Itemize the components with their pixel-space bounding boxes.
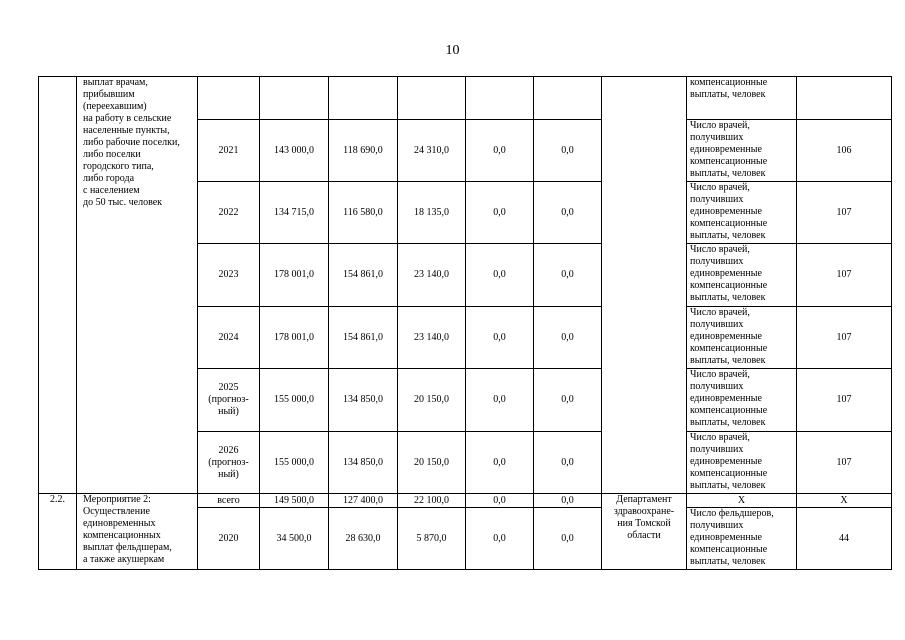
year-text: 2020 [218,532,239,544]
total-cell: 178 001,0 [260,307,329,369]
federal-cell: 28 630,0 [329,508,398,570]
local-cell: 0,0 [466,508,534,570]
extra-cell: 0,0 [534,494,602,508]
local-cell: 0,0 [466,432,534,494]
extra-cell: 0,0 [534,432,602,494]
regional-cell: 20 150,0 [398,369,466,432]
indicator-cell [687,508,797,570]
extra-cell: 0,0 [534,244,602,307]
regional-cell: 18 135,0 [398,182,466,244]
federal-cell: 127 400,0 [329,494,398,508]
indicator-value-cell: X [797,494,892,508]
year-cell [198,182,260,244]
extra-cell: 0,0 [534,369,602,432]
regional-cell: 22 100,0 [398,494,466,508]
indicator-text: Число врачей, получивших единовременные компенсационные выплаты, человек [690,120,768,179]
year-text: 2024 [218,331,239,343]
indicator-value-cell: 106 [797,120,892,182]
indicator-value-cell: 107 [797,307,892,369]
local-cell: 0,0 [466,182,534,244]
indicator-text: Число врачей, получивших единовременные компенсационные выплаты, человек [690,307,768,366]
total-cell: 178 001,0 [260,244,329,307]
federal-cell: 154 861,0 [329,307,398,369]
year-cell [198,369,260,432]
local-cell: 0,0 [466,307,534,369]
measure-description: выплат врачам, прибывшим (переехавшим) на работу в сельские населенные пункты, либо рабочие поселки, либо поселки городского типа, либо города с населением до 50 тыс. человек [83,77,180,208]
executor-text: Департамент здравоохране- ния Томской области [613,494,675,541]
local-cell: 0,0 [466,120,534,182]
year-text: 2023 [218,269,239,280]
indicator-text: Число врачей, получивших единовременные компенсационные выплаты, человек [690,182,768,241]
indicator-text: Число врачей, получивших единовременные компенсационные выплаты, человек [690,432,768,491]
regional-cell: 23 140,0 [398,244,466,307]
year-text: 2022 [218,206,239,218]
indicator-cell [687,369,797,432]
table-row [39,494,892,508]
indicator-value-cell: 107 [797,432,892,494]
indicator-value-cell: 107 [797,244,892,307]
local-cell: 0,0 [466,494,534,508]
indicator-cell [687,494,797,508]
regional-cell: 23 140,0 [398,307,466,369]
federal-cell [329,77,398,120]
regional-cell [398,77,466,120]
indicator-value-cell: 107 [797,369,892,432]
total-cell: 155 000,0 [260,369,329,432]
executor-cell [602,77,687,494]
indicator-cell [687,182,797,244]
measure-description: Мероприятие 2: Осуществление единовременных компенсационных выплат фельдшерам, а также акушеркам [83,494,172,565]
indicator-cell [687,244,797,307]
indicator-value-cell: 44 [797,508,892,570]
extra-cell: 0,0 [534,120,602,182]
year-cell [198,307,260,369]
local-cell: 0,0 [466,369,534,432]
indicator-text: Число фельдшеров, получивших единовременные компенсационные выплаты, человек [690,508,774,567]
indicator-text: Число врачей, получивших единовременные компенсационные выплаты, человек [690,369,768,428]
table-row [39,77,892,120]
total-cell: 155 000,0 [260,432,329,494]
year-cell [198,120,260,182]
regional-cell: 5 870,0 [398,508,466,570]
federal-cell: 134 850,0 [329,432,398,494]
regional-cell: 20 150,0 [398,432,466,494]
extra-cell: 0,0 [534,307,602,369]
total-cell [260,77,329,120]
total-cell: 34 500,0 [260,508,329,570]
local-cell: 0,0 [466,244,534,307]
federal-cell: 154 861,0 [329,244,398,307]
year-cell [198,432,260,494]
extra-cell: 0,0 [534,182,602,244]
year-cell [198,77,260,120]
budget-table [38,76,892,570]
total-cell: 149 500,0 [260,494,329,508]
total-cell: 134 715,0 [260,182,329,244]
indicator-text: X [737,494,746,506]
year-text: 2026 (прогноз- ный) [208,444,249,480]
indicator-value-cell: 107 [797,182,892,244]
measure-number-cell [39,77,77,494]
executor-cell [602,494,687,570]
indicator-text: Число врачей, получивших единовременные компенсационные выплаты, человек [690,244,768,303]
indicator-value-cell [797,77,892,120]
year-cell [198,508,260,570]
page-number: 10 [445,43,460,58]
local-cell [466,77,534,120]
indicator-text: компенсационные выплаты, человек [690,77,768,100]
measure-description-cell [77,77,198,494]
federal-cell: 118 690,0 [329,120,398,182]
extra-cell: 0,0 [534,508,602,570]
indicator-cell [687,307,797,369]
measure-number-cell: 2.2. [39,494,77,570]
regional-cell: 24 310,0 [398,120,466,182]
year-cell [198,494,260,508]
measure-description-cell [77,494,198,570]
indicator-cell [687,120,797,182]
year-text: 2021 [218,144,239,156]
year-cell [198,244,260,307]
federal-cell: 134 850,0 [329,369,398,432]
indicator-cell [687,77,797,120]
indicator-cell [687,432,797,494]
extra-cell [534,77,602,120]
federal-cell: 116 580,0 [329,182,398,244]
year-text: 2025 (прогноз- ный) [208,382,249,417]
year-text: всего [217,494,240,506]
total-cell: 143 000,0 [260,120,329,182]
